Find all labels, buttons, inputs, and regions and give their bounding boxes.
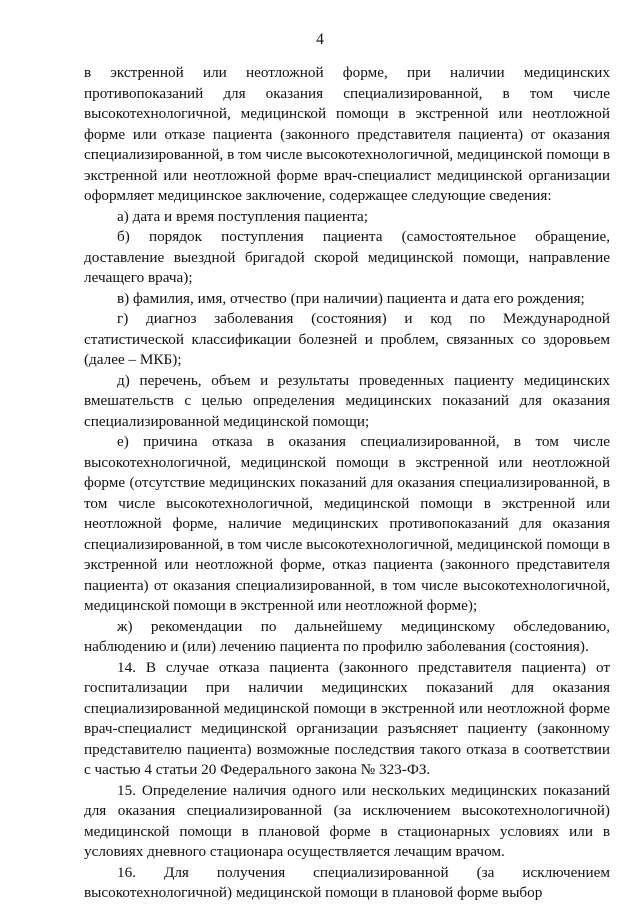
list-item-zh: ж) рекомендации по дальнейшему медицинскому обследованию, наблюдению и (или) лечению пациента по профилю заболевания (состояния). (84, 617, 610, 655)
clause-16: 16. Для получения специализированной (за исключением высокотехнологичной) медицинской помощи в плановой форме выбор (84, 863, 610, 901)
list-item-b: б) порядок поступления пациента (самостоятельное обращение, доставление выездной бригадой скорой медицинской помощи, направление лечащего врача); (84, 228, 610, 286)
document-body (84, 63, 610, 904)
clause-14: 14. В случае отказа пациента (законного представителя пациента) от госпитализации при наличии медицинских показаний для оказания специализированной медицинской помощи в экстренной или неотложной форме врач-специалист медицинской организации разъясняет пациенту (законному представителю пациента) возможные последствия такого отказа в соответствии с частью 4 статьи 20 Федерального закона № 323-ФЗ. (84, 658, 610, 778)
list-item-v: в) фамилия, имя, отчество (при наличии) пациента и дата его рождения; (117, 289, 585, 307)
page-number: 4 (316, 31, 324, 48)
paragraph-continuation: в экстренной или неотложной форме, при наличии медицинских противопоказаний для оказания специализированной, в том числе высокотехнологичной, медицинской помощи в экстренной или неотложной форме или отказе пациента (законного представителя пациента) от оказания специализированной, в том числе высокотехнологичной, медицинской помощи в экстренной или неотложной форме врач-специалист медицинской организации оформляет медицинское заключение, содержащее следующие сведения: (84, 64, 610, 204)
list-item-g: г) диагноз заболевания (состояния) и код по Международной статистической классификации болезней и проблем, связанных со здоровьем (далее – МКБ); (84, 310, 610, 368)
list-item-e: е) причина отказа в оказания специализированной, в том числе высокотехнологичной, медицинской помощи в экстренной или неотложной форме (отсутствие медицинских показаний для оказания специализированной, в том числе высокотехнологичной, медицинской помощи в экстренной или неотложной форме, наличие медицинских противопоказаний для оказания специализированной, в том числе высокотехнологичной, медицинской помощи в экстренной или неотложной форме, отказ пациента (законного представителя пациента) от оказания специализированной, в том числе высокотехнологичной, медицинской помощи в экстренной или неотложной форме); (84, 433, 610, 614)
list-item-a: а) дата и время поступления пациента; (117, 207, 368, 225)
clause-15: 15. Определение наличия одного или нескольких медицинских показаний для оказания специализированной (за исключением высокотехнологичной) медицинской помощи в плановой форме в стационарных условиях или в условиях дневного стационара осуществляется лечащим врачом. (84, 781, 610, 860)
list-item-d: д) перечень, объем и результаты проведенных пациенту медицинских вмешательств с целью определения медицинских показаний для оказания специализированной медицинской помощи; (84, 371, 610, 430)
